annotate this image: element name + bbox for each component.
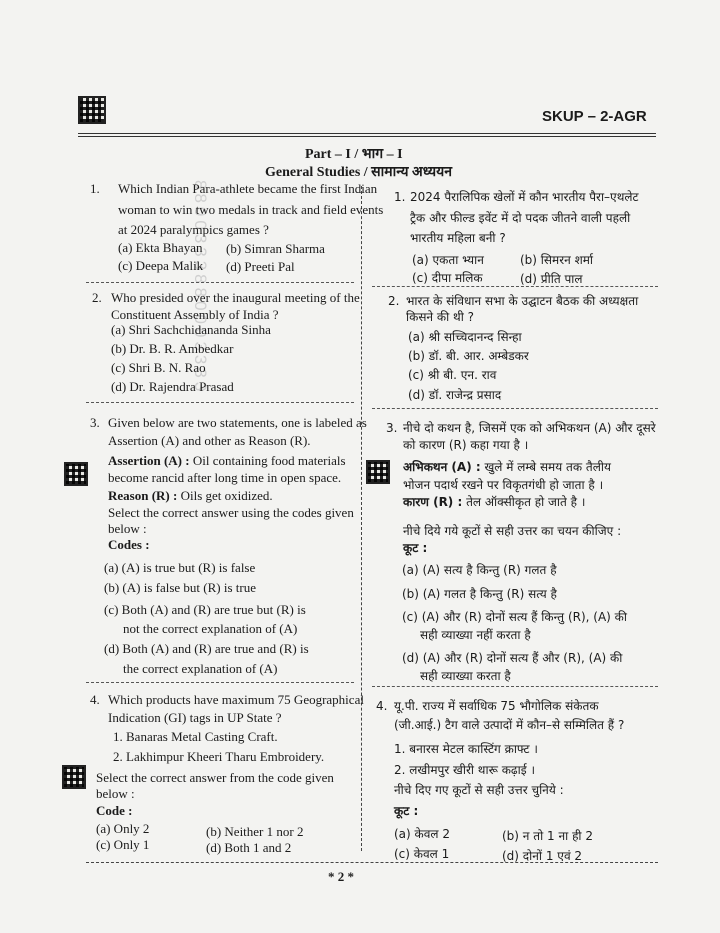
question-separator: [86, 682, 354, 683]
part-title: Part – I / भाग – I: [305, 147, 403, 162]
question-separator: [86, 282, 354, 283]
q4-en-option: (c) Only 1: [96, 837, 150, 852]
q3-en-select: below :: [108, 521, 147, 536]
q1-hi-text: 2024 पैरालिपिक खेलों में कौन भारतीय पैरा–एथलेट: [410, 190, 639, 204]
q4-en-select: below :: [96, 786, 135, 801]
q2-hi-text: किसने की थी ?: [406, 310, 475, 324]
q3-en-assertion-2: become rancid after long time in open space.: [108, 470, 342, 485]
q4-en-codes: Code :: [96, 803, 133, 818]
q4-hi-text: (जी.आई.) टैग वाले उत्पादों में कौन–से सम्मिलित हैं ?: [394, 718, 625, 732]
q3-hi-option: सही व्याख्या करता है: [420, 669, 511, 683]
q3-hi-option: सही व्याख्या नहीं करता है: [420, 628, 531, 642]
q2-hi-text: भारत के संविधान सभा के उद्घाटन बैठक की अध्यक्षता: [406, 294, 639, 308]
q4-hi-option: (d) दोनों 1 एवं 2: [502, 849, 583, 863]
q3-en-select: Select the correct answer using the codes given: [108, 505, 354, 520]
q1-en-option: (b) Simran Sharma: [226, 241, 325, 256]
q3-hi-option: (c) (A) और (R) दोनों सत्य हैं किन्तु (R), (A) की: [402, 610, 628, 624]
q2-hi-option: (d) डॉ. राजेन्द्र प्रसाद: [408, 388, 502, 402]
q4-en-item: 2. Lakhimpur Kheeri Tharu Embroidery.: [113, 749, 325, 764]
question-separator: [86, 402, 354, 403]
q3-en-reason: [108, 487, 273, 504]
q4-hi-option: (b) न तो 1 ना ही 2: [502, 829, 593, 843]
q2-en-option: (c) Shri B. N. Rao: [111, 360, 206, 375]
subject-title: General Studies / सामान्य अध्ययन: [265, 165, 452, 180]
reason-text: Oils get oxidized.: [177, 488, 273, 503]
reason-text: तेल ऑक्सीकृत हो जाते है ।: [462, 495, 586, 509]
q3-hi-number: 3.: [386, 421, 398, 435]
q1-en-text: Which Indian Para-athlete became the first Indian: [118, 181, 378, 196]
q2-en-text: Who presided over the inaugural meeting of the: [111, 290, 360, 305]
q1-hi-option: (d) प्रीति पाल: [520, 272, 583, 286]
q1-en-text: at 2024 paralympics games ?: [118, 222, 269, 237]
q2-en-option: (d) Dr. Rajendra Prasad: [111, 379, 234, 394]
q4-hi-text: यू.पी. राज्य में सर्वाधिक 75 भौगोलिक संकेतक: [394, 699, 599, 713]
assertion-text: खुले में लम्बे समय तक तैलीय: [480, 460, 611, 474]
q2-en-option: (a) Shri Sachchidananda Sinha: [111, 322, 271, 337]
q3-hi-assertion-2: भोजन पदार्थ रखने पर विकृतगंधी हो जाता है ।: [403, 478, 604, 492]
q3-hi-text: को कारण (R) कहा गया है ।: [403, 438, 529, 452]
q3-en-text: Given below are two statements, one is labeled as: [108, 415, 367, 430]
q3-hi-reason: [403, 494, 585, 511]
paper-code: SKUP – 2-AGR: [542, 108, 647, 125]
q2-hi-option: (b) डॉ. बी. आर. अम्बेडकर: [408, 349, 529, 363]
q4-en-option: (d) Both 1 and 2: [206, 840, 292, 855]
q1-en-number: 1.: [90, 181, 100, 196]
q4-hi-option: (a) केवल 2: [394, 827, 451, 841]
q2-en-text: Constituent Assembly of India ?: [111, 307, 279, 322]
qr-code-icon: [366, 460, 390, 484]
q4-hi-option: (c) केवल 1: [394, 847, 450, 861]
q3-en-option: (b) (A) is false but (R) is true: [104, 580, 256, 595]
q2-hi-number: 2.: [388, 294, 400, 308]
question-separator: [372, 286, 658, 287]
q4-hi-item: 1. बनारस मेटल कास्टिंग क्राफ्ट ।: [394, 742, 538, 756]
q4-en-text: Indication (GI) tags in UP State ?: [108, 710, 282, 725]
q1-en-text: woman to win two medals in track and field events: [118, 202, 384, 217]
q4-en-option: (b) Neither 1 nor 2: [206, 824, 304, 839]
q1-en-option: (d) Preeti Pal: [226, 259, 295, 274]
q4-en-number: 4.: [90, 692, 100, 707]
q3-hi-codes: कूट :: [403, 541, 428, 555]
qr-code-icon: [62, 765, 86, 789]
q3-hi-option: (b) (A) गलत है किन्तु (R) सत्य है: [402, 587, 557, 601]
q1-hi-option: (b) सिमरन शर्मा: [520, 253, 594, 267]
assertion-text: Oil containing food materials: [189, 453, 346, 468]
q1-hi-option: (a) एकता भ्यान: [412, 253, 484, 267]
watermark: 8800333880003333: [191, 180, 210, 396]
q3-en-text: Assertion (A) and other as Reason (R).: [108, 433, 311, 448]
q1-hi-text: भारतीय महिला बनी ?: [410, 231, 506, 245]
page-number: * 2 *: [328, 869, 354, 884]
q1-hi-option: (c) दीपा मलिक: [412, 271, 483, 285]
q3-en-option: not the correct explanation of (A): [123, 621, 298, 636]
q3-en-assertion: [108, 452, 346, 469]
footer-rule: [86, 862, 658, 863]
q3-hi-text: नीचे दो कथन है, जिसमें एक को अभिकथन (A) और दूसरे: [403, 421, 656, 435]
header-rule: [78, 133, 656, 134]
q2-hi-option: (c) श्री बी. एन. राव: [408, 368, 497, 382]
q4-hi-number: 4.: [376, 699, 388, 713]
assertion-label: अभिकथन (A) :: [403, 460, 481, 474]
q3-hi-option: (a) (A) सत्य है किन्तु (R) गलत है: [402, 563, 557, 577]
reason-label: कारण (R) :: [403, 495, 463, 509]
q4-en-text: Which products have maximum 75 Geographical: [108, 692, 364, 707]
q4-hi-item: 2. लखीमपुर खीरी थारू कढ़ाई ।: [394, 763, 536, 777]
q4-hi-codes: कूट :: [394, 804, 419, 818]
q2-hi-option: (a) श्री सच्चिदानन्द सिन्हा: [408, 330, 522, 344]
q2-en-option: (b) Dr. B. R. Ambedkar: [111, 341, 234, 356]
q4-en-item: 1. Banaras Metal Casting Craft.: [113, 729, 278, 744]
qr-code-icon: [78, 96, 106, 124]
assertion-label: Assertion (A) :: [108, 453, 190, 468]
question-separator: [372, 686, 658, 687]
q3-en-number: 3.: [90, 415, 100, 430]
q1-en-option: (c) Deepa Malik: [118, 258, 204, 273]
q1-en-option: (a) Ekta Bhayan: [118, 240, 203, 255]
question-separator: [372, 408, 658, 409]
reason-label: Reason (R) :: [108, 488, 178, 503]
q3-en-option: the correct explanation of (A): [123, 661, 278, 676]
q3-hi-assertion: [403, 459, 611, 476]
q2-en-number: 2.: [92, 290, 102, 305]
q4-en-option: (a) Only 2: [96, 821, 150, 836]
q4-hi-select: नीचे दिए गए कूटों से सही उत्तर चुनिये :: [394, 783, 564, 797]
header-rule-2: [78, 136, 656, 137]
q4-en-select: Select the correct answer from the code given: [96, 770, 334, 785]
q1-hi-number: 1.: [394, 190, 406, 204]
column-divider: [361, 186, 362, 851]
q3-hi-select: नीचे दिये गये कूटों से सही उत्तर का चयन कीजिए :: [403, 524, 622, 538]
qr-code-icon: [64, 462, 88, 486]
q3-en-codes: Codes :: [108, 537, 150, 552]
q3-en-option: (d) Both (A) and (R) are true and (R) is: [104, 641, 309, 656]
q3-en-option: (c) Both (A) and (R) are true but (R) is: [104, 602, 306, 617]
q3-en-option: (a) (A) is true but (R) is false: [104, 560, 256, 575]
q1-hi-text: ट्रैक और फील्ड इवेंट में दो पदक जीतने वाली पहली: [410, 211, 631, 225]
q3-hi-option: (d) (A) और (R) दोनों सत्य हैं और (R), (A) की: [402, 651, 623, 665]
